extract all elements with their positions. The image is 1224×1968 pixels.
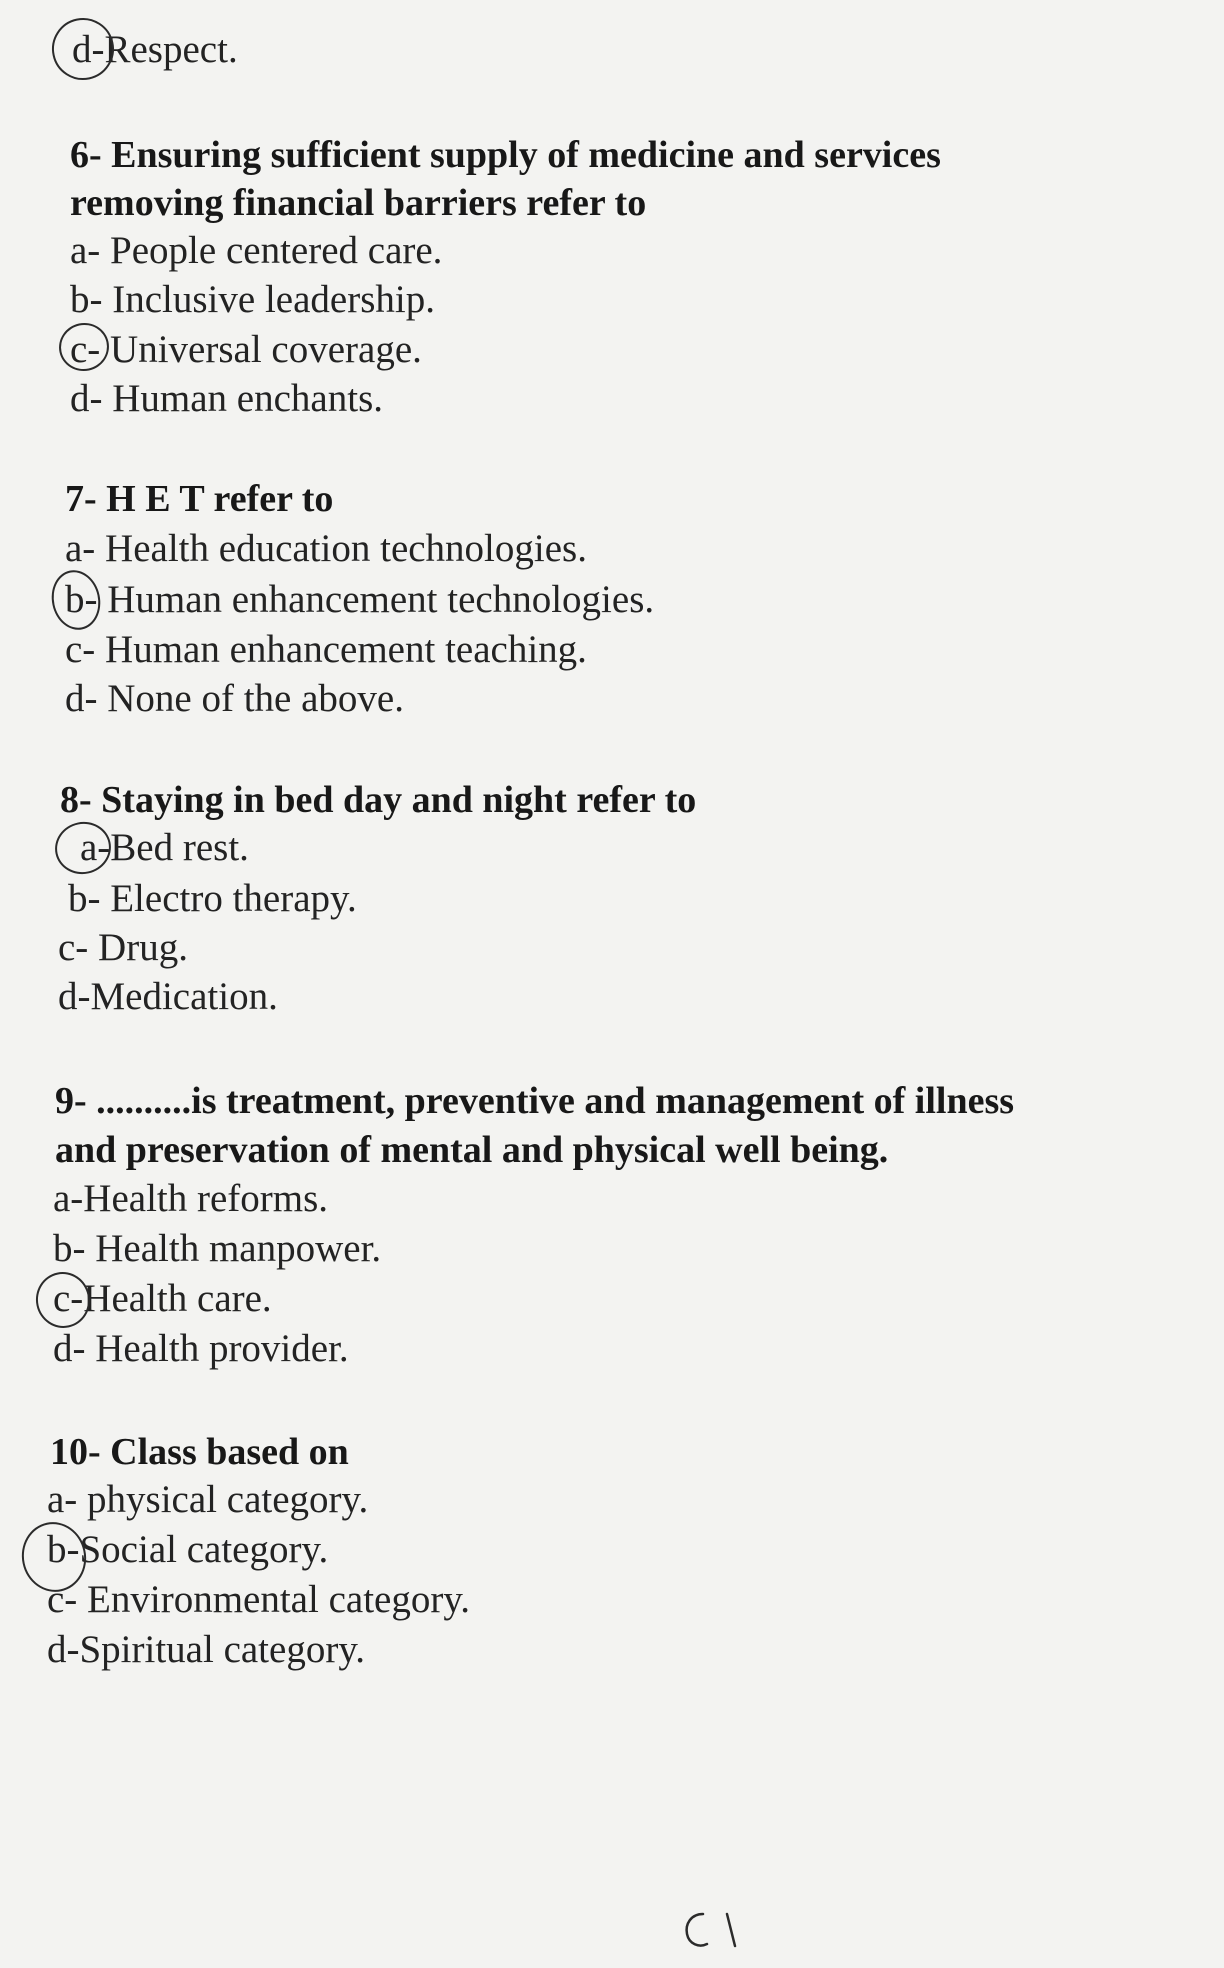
question-10-option-c: c- Environmental category. xyxy=(47,1578,471,1621)
answer-circle-mark xyxy=(46,12,120,86)
question-7-stem-line-1: 7- H E T refer to xyxy=(65,478,334,520)
handwritten-page-mark xyxy=(675,1906,755,1956)
question-6-option-b: b- Inclusive leadership. xyxy=(70,278,435,321)
question-6-option-c: c- Universal coverage. xyxy=(70,328,422,371)
question-9-option-d: d- Health provider. xyxy=(53,1327,349,1370)
question-8-option-a: a-Bed rest. xyxy=(80,826,249,869)
previous-question-option-d: d-Respect. xyxy=(72,28,238,71)
question-8-option-d: d-Medication. xyxy=(58,975,278,1018)
question-6-stem-line-1: 6- Ensuring sufficient supply of medicine and services xyxy=(70,134,941,176)
question-9-option-c: c-Health care. xyxy=(53,1277,272,1320)
question-8-stem-line-1: 8- Staying in bed day and night refer to xyxy=(60,779,697,821)
question-10-option-b: b-Social category. xyxy=(47,1528,329,1571)
question-9-stem-line-2: and preservation of mental and physical well being. xyxy=(55,1129,889,1171)
answer-circle-mark xyxy=(46,566,105,635)
question-8-option-b: b- Electro therapy. xyxy=(68,877,357,920)
question-10-option-d: d-Spiritual category. xyxy=(47,1628,366,1671)
question-10-option-a: a- physical category. xyxy=(47,1478,369,1521)
question-10-stem-line-1: 10- Class based on xyxy=(50,1431,349,1473)
question-8-option-c: c- Drug. xyxy=(58,926,188,969)
question-9-stem-line-1: 9- ..........is treatment, preventive and management of illness xyxy=(55,1080,1015,1122)
question-7-option-b: b- Human enhancement technologies. xyxy=(65,578,655,621)
question-6-option-d: d- Human enchants. xyxy=(70,377,383,420)
question-9-option-a: a-Health reforms. xyxy=(53,1177,329,1220)
question-6-stem-line-2: removing financial barriers refer to xyxy=(70,182,647,224)
question-7-option-c: c- Human enhancement teaching. xyxy=(65,628,587,671)
question-7-option-d: d- None of the above. xyxy=(65,677,404,720)
question-9-option-b: b- Health manpower. xyxy=(53,1227,382,1270)
question-7-option-a: a- Health education technologies. xyxy=(65,527,587,570)
question-6-option-a: a- People centered care. xyxy=(70,229,443,272)
